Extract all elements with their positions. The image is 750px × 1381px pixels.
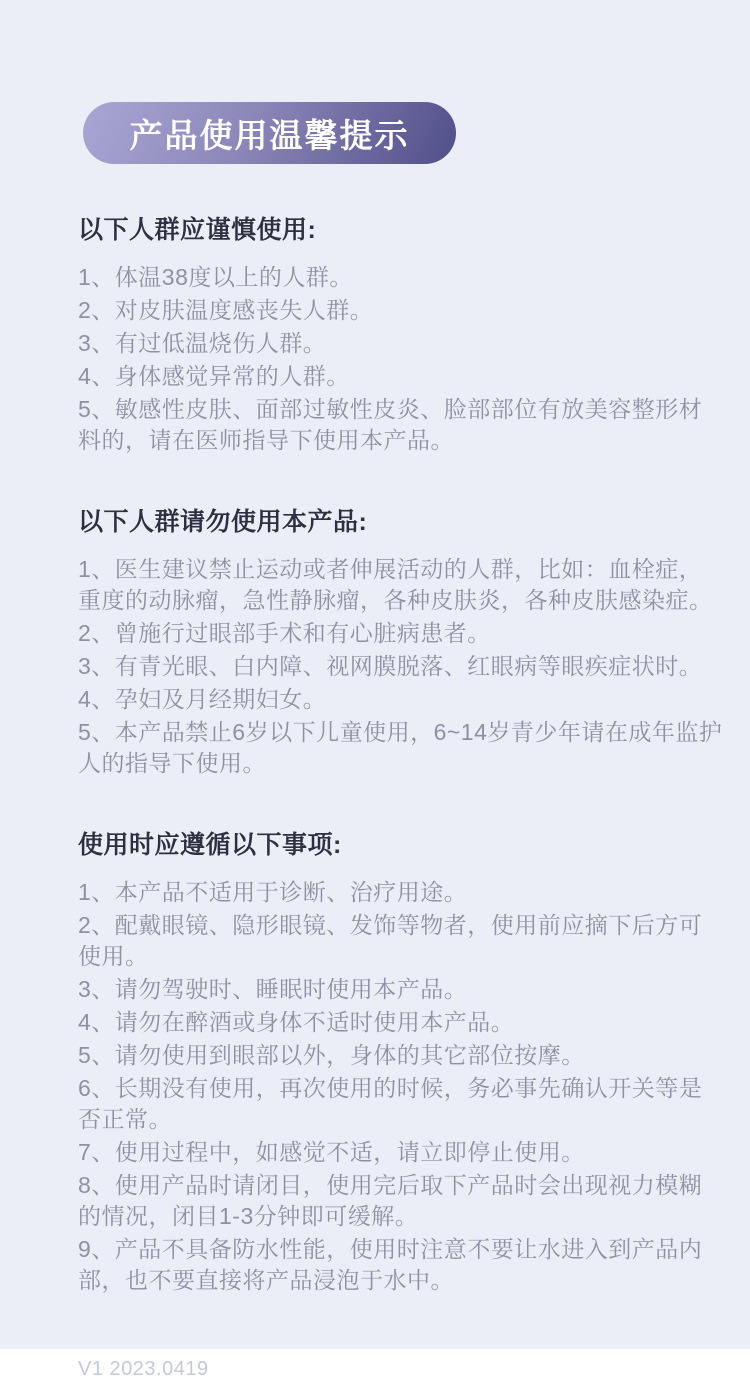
list-item: 5、请勿使用到眼部以外，身体的其它部位按摩。 — [78, 1042, 585, 1068]
list-item: 1、体温38度以上的人群。 — [78, 264, 353, 290]
section-prohibited-groups — [78, 502, 724, 779]
usage-rules-list — [78, 877, 724, 1296]
section-heading: 以下人群应谨慎使用: — [78, 216, 317, 244]
list-item: 6、长期没有使用，再次使用的时候，务必事先确认开关等是否正常。 — [78, 1075, 703, 1132]
list-item: 2、配戴眼镜、隐形眼镜、发饰等物者，使用前应摘下后方可使用。 — [78, 912, 703, 969]
section-usage-rules — [78, 825, 724, 1296]
list-item: 2、曾施行过眼部手术和有心脏病患者。 — [78, 620, 491, 646]
list-item: 4、孕妇及月经期妇女。 — [78, 686, 327, 712]
title-badge — [83, 102, 456, 164]
list-item: 3、有青光眼、白内障、视网膜脱落、红眼病等眼疾症状时。 — [78, 653, 703, 679]
list-item: 3、有过低温烧伤人群。 — [78, 330, 327, 356]
list-item: 9、产品不具备防水性能，使用时注意不要让水进入到产品内部，也不要直接将产品浸泡于水中。 — [78, 1236, 703, 1293]
page-title: 产品使用温馨提示 — [129, 116, 410, 154]
version-label: V1 2023.0419 — [78, 1358, 209, 1380]
list-item: 5、敏感性皮肤、面部过敏性皮炎、脸部部位有放美容整形材料的，请在医师指导下使用本产品。 — [78, 396, 703, 453]
section-heading: 使用时应遵循以下事项: — [78, 831, 342, 859]
list-item: 3、请勿驾驶时、睡眠时使用本产品。 — [78, 976, 468, 1002]
prohibited-groups-list — [78, 554, 724, 779]
list-item: 5、本产品禁止6岁以下儿童使用，6~14岁青少年请在成年监护人的指导下使用。 — [78, 719, 723, 776]
list-item: 4、请勿在醉酒或身体不适时使用本产品。 — [78, 1009, 515, 1035]
section-heading: 以下人群请勿使用本产品: — [78, 508, 368, 536]
list-item: 1、医生建议禁止运动或者伸展活动的人群，比如：血栓症，重度的动脉瘤，急性静脉瘤，各种皮肤炎，各种皮肤感染症。 — [78, 556, 713, 613]
section-caution-groups — [78, 210, 724, 456]
list-item: 2、对皮肤温度感丧失人群。 — [78, 297, 374, 323]
caution-groups-list — [78, 262, 724, 456]
list-item: 7、使用过程中，如感觉不适，请立即停止使用。 — [78, 1139, 585, 1165]
list-item: 8、使用产品时请闭目，使用完后取下产品时会出现视力模糊的情况，闭目1-3分钟即可缓解。 — [78, 1172, 703, 1229]
list-item: 4、身体感觉异常的人群。 — [78, 363, 350, 389]
list-item: 1、本产品不适用于诊断、治疗用途。 — [78, 879, 468, 905]
